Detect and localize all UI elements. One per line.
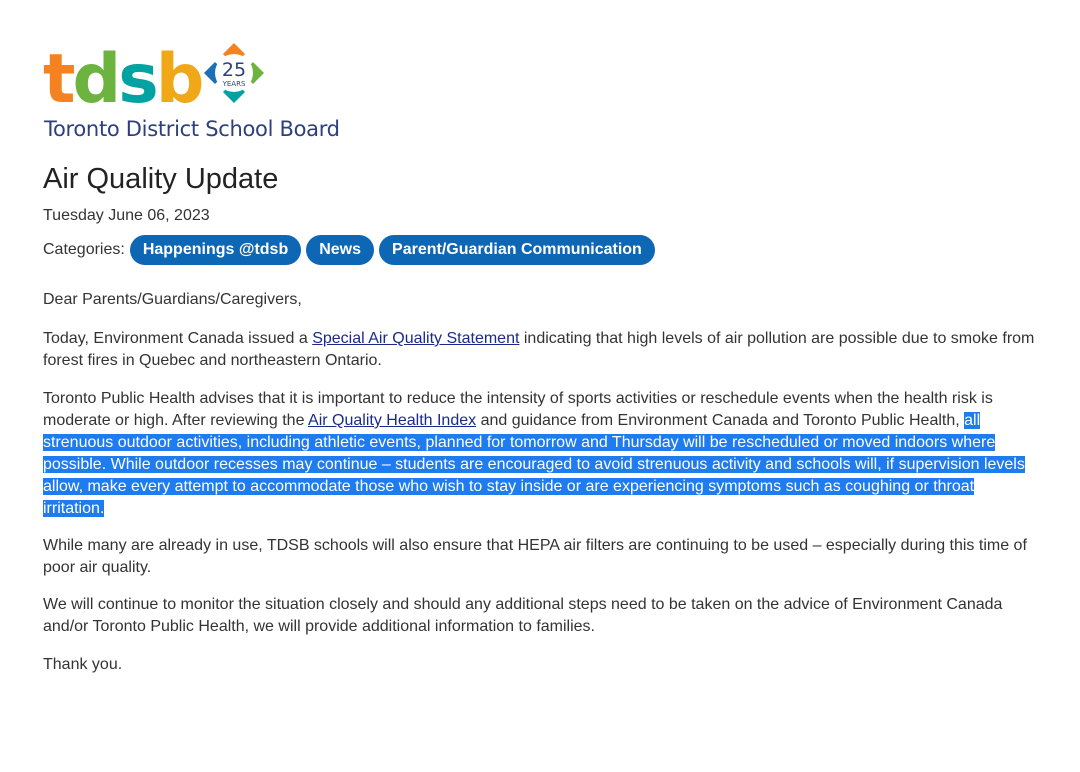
p2-text-before: Toronto Public Health advises that it is important to reduce the intensity of sports activities or reschedule events when the health risk is moderate or high. After reviewing the: [43, 390, 993, 429]
25-years-badge-icon: [201, 40, 267, 106]
category-pill-parent-guardian[interactable]: Parent/Guardian Communication: [379, 235, 655, 265]
logo-letter-b: b: [155, 40, 202, 119]
category-pill-happenings[interactable]: Happenings @tdsb: [130, 235, 301, 265]
publish-date: Tuesday June 06, 2023: [43, 207, 210, 224]
logo-letter-s: s: [118, 40, 156, 119]
tdsb-wordmark: [43, 40, 202, 119]
paragraph-2: [43, 388, 1038, 520]
badge-text: YEARS: [222, 80, 246, 88]
categories-label: Categories:: [43, 241, 125, 258]
category-pill-news[interactable]: News: [306, 235, 374, 265]
closing: Thank you.: [43, 656, 123, 673]
paragraph-1: [43, 328, 1038, 372]
salutation: Dear Parents/Guardians/Caregivers,: [43, 291, 302, 308]
selected-text-highlight[interactable]: all strenuous outdoor activities, including athletic events, planned for tomorrow and Thursday will be rescheduled or moved indoors where possible. While outdoor recesses may continue – students are encouraged to avoid strenuous activity and schools will, if supervision levels allow, make every attempt to accommodate those who wish to stay inside or are experiencing symptoms such as coughing or throat irritation.: [43, 412, 1025, 517]
categories-row: [43, 235, 660, 265]
paragraph-3: While many are already in use, TDSB schools will also ensure that HEPA air filters are continuing to be used – especially during this time of poor air quality.: [43, 537, 1027, 576]
logo-letter-d: d: [72, 40, 119, 119]
air-quality-health-index-link[interactable]: Air Quality Health Index: [308, 412, 477, 429]
paragraph-4: We will continue to monitor the situation closely and should any additional steps need to be taken on the advice of Environment Canada and/or Toronto Public Health, we will provide additional information to families.: [43, 596, 1003, 635]
p1-text-after: indicating that high levels of air pollution are possible due to smoke from forest fires in Quebec and northeastern Ontario.: [43, 330, 1035, 369]
badge-number: 25: [221, 59, 247, 81]
tdsb-logo[interactable]: [43, 40, 343, 144]
p1-text-before: Today, Environment Canada issued a: [43, 330, 313, 347]
logo-letter-t: t: [43, 40, 73, 119]
special-air-quality-statement-link[interactable]: Special Air Quality Statement: [312, 330, 520, 347]
org-name: Toronto District School Board: [44, 117, 340, 141]
p2-text-middle: and guidance from Environment Canada and Toronto Public Health,: [476, 412, 965, 429]
page-title: Air Quality Update: [43, 163, 279, 195]
